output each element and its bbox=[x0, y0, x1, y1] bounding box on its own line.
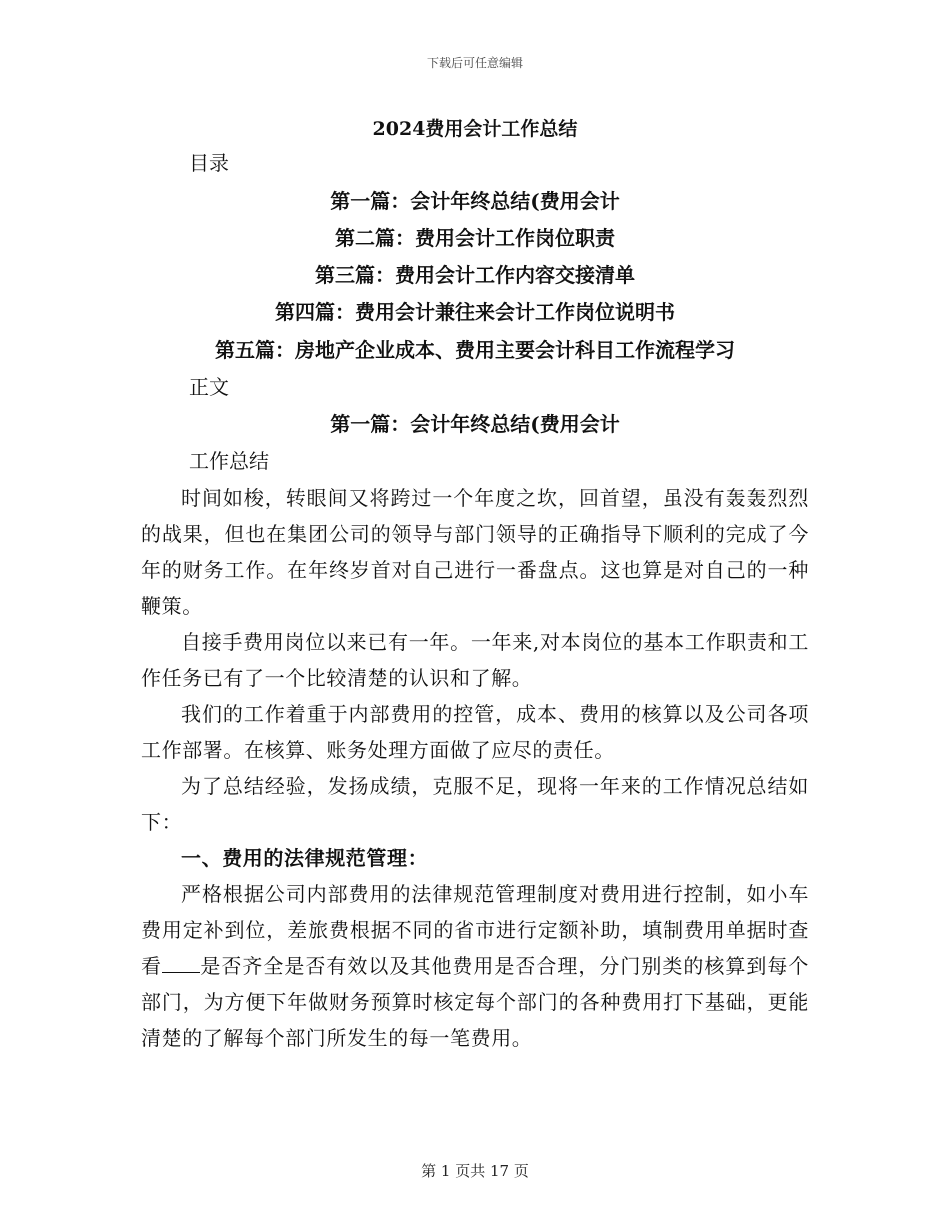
subheading: 一、费用的法律规范管理： bbox=[181, 846, 429, 870]
toc-item: 第二篇：费用会计工作岗位职责 bbox=[335, 226, 615, 250]
toc-item: 第一篇：会计年终总结(费用会计 bbox=[330, 189, 620, 213]
body-label: 正文 bbox=[189, 375, 229, 399]
fill-blank bbox=[162, 954, 200, 973]
document-title: 2024费用会计工作总结 bbox=[372, 118, 578, 140]
paragraph: 时间如梭，转眼间又将跨过一个年度之坎，回首望，虽没有轰轰烈烈的战果，但也在集团公司的领导与部门领导的正确指导下顺利的完成了今年的财务工作。在年终岁首对自己进行一番盘点。这也算是对自己的一种鞭策。 bbox=[141, 486, 809, 618]
paragraph: 自接手费用岗位以来已有一年。一年来,对本岗位的基本工作职责和工作任务已有了一个比较清楚的认识和了解。 bbox=[141, 630, 809, 690]
paragraph-part: 是否齐全是否有效以及其他费用是否合理，分门别类的核算到每个部门，为方便下年做财务预算时核定每个部门的各种费用打下基础，更能清楚的了解每个部门所发生的每一笔费用。 bbox=[141, 954, 809, 1050]
toc-item: 第四篇：费用会计兼往来会计工作岗位说明书 bbox=[275, 300, 675, 324]
toc-item: 第五篇：房地产企业成本、费用主要会计科目工作流程学习 bbox=[215, 338, 735, 362]
page-number: 第 1 页共 17 页 bbox=[421, 1162, 529, 1180]
body-text bbox=[141, 480, 809, 1056]
page-header-note: 下载后可任意编辑 bbox=[426, 56, 523, 70]
paragraph: 为了总结经验，发扬成绩，克服不足，现将一年来的工作情况总结如下： bbox=[141, 774, 809, 834]
paragraph bbox=[141, 876, 809, 1056]
paragraph-part: 严格根据公司内部费用的法律规范管理制度对费用进行控制，如小车费用定补到位，差旅费根据不同的省市进行定额补助，填制费用单据时查看 bbox=[141, 882, 809, 978]
toc-item: 第三篇：费用会计工作内容交接清单 bbox=[315, 263, 635, 287]
paragraph: 我们的工作着重于内部费用的控管，成本、费用的核算以及公司各项工作部署。在核算、账务处理方面做了应尽的责任。 bbox=[141, 702, 809, 762]
section-title: 第一篇：会计年终总结(费用会计 bbox=[330, 412, 620, 436]
section-subtitle: 工作总结 bbox=[189, 449, 269, 473]
toc-label: 目录 bbox=[189, 151, 229, 175]
